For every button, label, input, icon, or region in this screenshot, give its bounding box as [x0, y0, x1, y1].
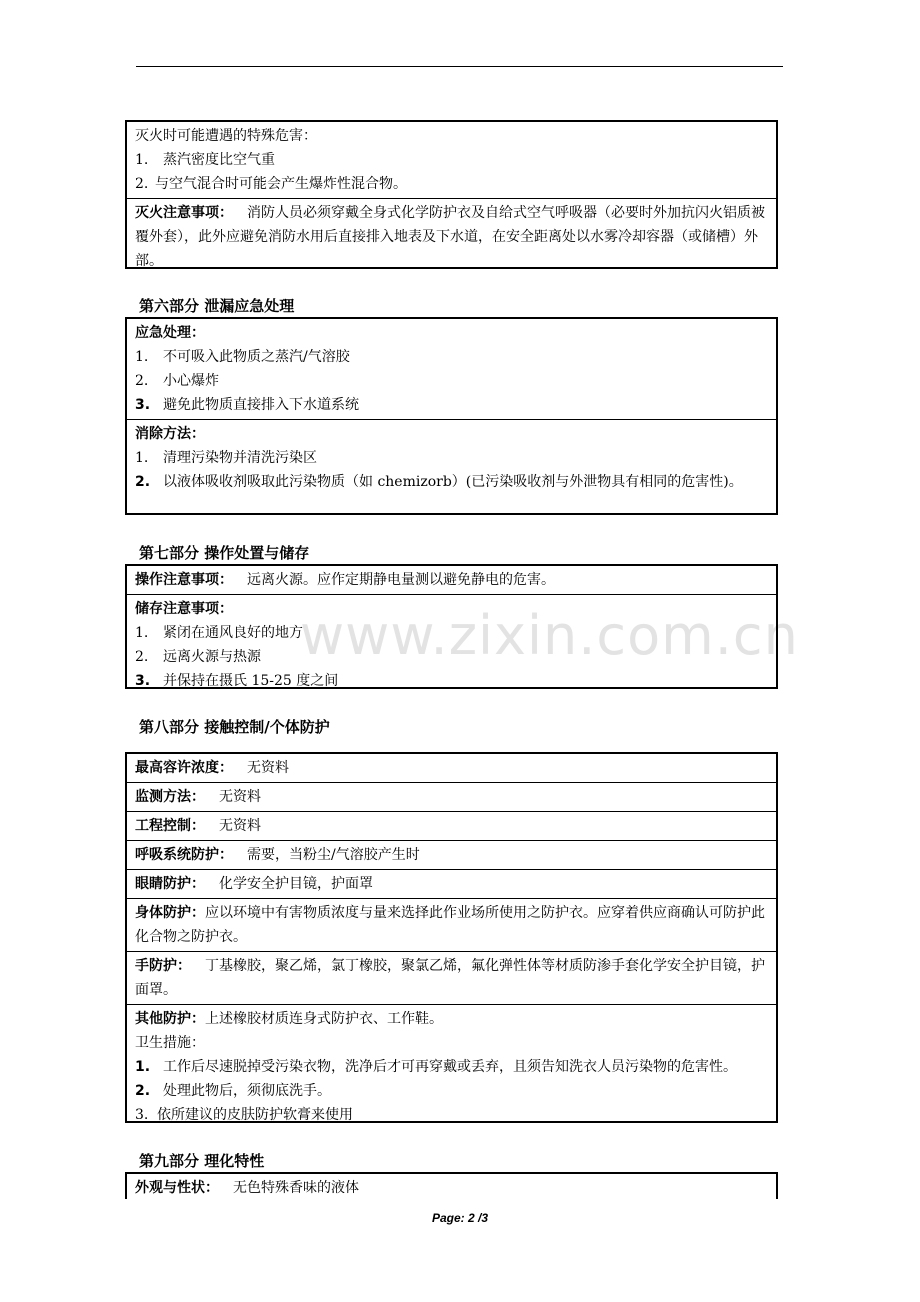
list-item: 2. 处理此物后，须彻底洗手。 — [135, 1083, 331, 1099]
section7-heading: 第七部分 操作处置与储存 — [139, 544, 310, 562]
page-number: Page: 2 /3 — [431, 1211, 489, 1225]
header-rule — [136, 66, 783, 67]
section9-heading: 第九部分 理化特性 — [139, 1152, 265, 1170]
operation-row — [127, 566, 776, 595]
section8-box — [125, 752, 778, 1123]
respiratory-row: 呼吸系统防护： 需要，当粉尘/气溶胶产生时 — [127, 841, 776, 870]
list-item: 1. 紧闭在通风良好的地方 — [135, 625, 303, 641]
list-item: 3. 避免此物质直接排入下水道系统 — [135, 397, 359, 413]
list-item: 2. 小心爆炸 — [135, 373, 219, 389]
list-item: 1. 不可吸入此物质之蒸汽/气溶胶 — [135, 349, 350, 365]
removal-row — [127, 420, 776, 496]
section9-box — [125, 1172, 778, 1199]
list-item: 1. 清理污染物并清洗污染区 — [135, 450, 317, 466]
storage-label: 储存注意事项： — [135, 601, 233, 617]
eye-row: 眼睛防护： 化学安全护目镜，护面罩 — [127, 870, 776, 899]
operation-text: 远离火源。应作定期静电量测以避免静电的危害。 — [247, 572, 555, 588]
watermark: www.zixin.com.cn — [300, 604, 799, 667]
monitor-row: 监测方法： 无资料 — [127, 783, 776, 812]
hand-row: 手防护： 丁基橡胶，聚乙烯，氯丁橡胶，聚氯乙烯，氟化弹性体等材质防渗手套化学安全护目镜，护面罩。 — [127, 952, 776, 1005]
body-row: 身体防护：应以环境中有害物质浓度与量来选择此作业场所使用之防护衣。应穿着供应商确认可防护此化合物之防护衣。 — [127, 899, 776, 952]
list-item: 3. 依所建议的皮肤防护软膏来使用 — [135, 1107, 353, 1123]
list-item: 2. 以液体吸收剂吸取此污染物质（如 chemizorb）(已污染吸收剂与外泄物具有相同的危害性)。 — [135, 474, 743, 490]
fire-notes-text: 消防人员必须穿戴全身式化学防护衣及自给式空气呼吸器（必要时外加抗闪火铝质被覆外套），此外应避免消防水用后直接排入地表及下水道，在安全距离处以水雾冷却容器（或储槽）外部。 — [135, 205, 765, 269]
fire-fighting-box — [125, 120, 778, 269]
emergency-row — [127, 319, 776, 420]
emergency-label: 应急处理： — [135, 325, 205, 341]
removal-label: 消除方法： — [135, 426, 205, 442]
fire-notes-row — [127, 199, 776, 275]
list-item: 1. 蒸汽密度比空气重 — [135, 152, 275, 168]
hygiene-title: 卫生措施： — [135, 1035, 205, 1051]
fire-hazards-row — [127, 122, 776, 199]
fire-notes-label: 灭火注意事项： — [135, 205, 233, 221]
max-conc-row: 最高容许浓度： 无资料 — [127, 754, 776, 783]
list-item: 1. 工作后尽速脱掉受污染衣物，洗净后才可再穿戴或丢弃，且须告知洗衣人员污染物的危害性。 — [135, 1059, 737, 1075]
list-item: 2. 远离火源与热源 — [135, 649, 261, 665]
operation-label: 操作注意事项： — [135, 572, 233, 588]
section6-heading: 第六部分 泄漏应急处理 — [139, 297, 295, 315]
fire-hazards-title: 灭火时可能遭遇的特殊危害： — [135, 128, 317, 144]
list-item: 2. 与空气混合时可能会产生爆炸性混合物。 — [135, 176, 407, 192]
engineering-row: 工程控制： 无资料 — [127, 812, 776, 841]
section8-heading: 第八部分 接触控制/个体防护 — [139, 718, 330, 736]
appearance-row: 外观与性状： 无色特殊香味的液体 — [135, 1180, 359, 1196]
list-item: 3. 并保持在摄氏 15-25 度之间 — [135, 673, 339, 689]
section6-box — [125, 317, 778, 515]
storage-row — [127, 595, 776, 695]
section7-box — [125, 564, 778, 689]
other-row: 其他防护：上述橡胶材质连身式防护衣、工作鞋。 卫生措施： 1. 工作后尽速脱掉受污染衣物，洗净后才可再穿戴或丢弃，且须告知洗衣人员污染物的危害性。 2. 处理此物后，须彻底洗手。 3. 依所建议的皮肤防护软膏来使用 — [127, 1005, 776, 1129]
